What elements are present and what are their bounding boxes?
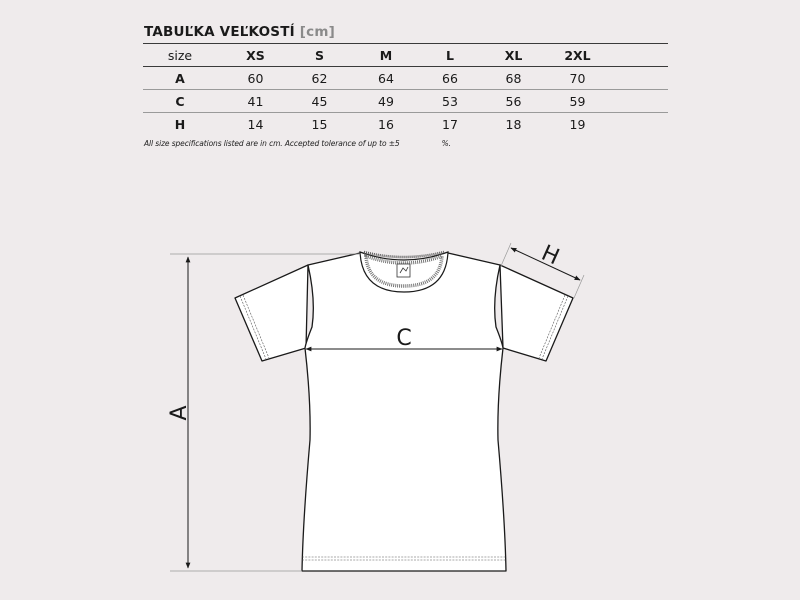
cell-c-s: 45 (294, 90, 345, 113)
header-s: S (294, 44, 345, 67)
cell-a-xl: 68 (473, 67, 554, 90)
cell-a-s: 62 (294, 67, 345, 90)
header-xl: XL (473, 44, 554, 67)
header-size: size (143, 44, 217, 67)
cell-h-l: 17 (442, 116, 458, 132)
tshirt-outline-icon (235, 253, 573, 571)
cell-c-xs: 41 (217, 90, 294, 113)
cell-h-2xl: 19 (569, 116, 586, 132)
cell-h-s: 15 (311, 116, 328, 132)
cell-a-m: 64 (345, 67, 427, 90)
row-label-h: H (174, 116, 186, 132)
cell-a-l: 66 (427, 67, 473, 90)
cell-a-2xl: 70 (554, 67, 601, 90)
brand-label-icon (397, 264, 410, 277)
row-label-c: C (143, 90, 217, 113)
note-suffix: %. (441, 139, 451, 148)
header-xs: XS (217, 44, 294, 67)
header-m: M (345, 44, 427, 67)
cell-a-xs: 60 (217, 67, 294, 90)
header-2xl: 2XL (554, 44, 601, 67)
row-label-a: A (143, 67, 217, 90)
label-a: A (167, 405, 192, 421)
cell-c-2xl: 59 (554, 90, 601, 113)
cell-h-xs: 14 (247, 116, 264, 132)
label-h: H (537, 240, 563, 271)
title-unit: [cm] (299, 24, 335, 40)
cell-h-xl: 18 (505, 116, 522, 132)
cell-h-m: 16 (378, 116, 394, 132)
cell-c-l: 53 (427, 90, 473, 113)
note-text: All size specifications listed are in cm. Accepted tolerance of up to ±5 (144, 139, 400, 148)
cell-c-xl: 56 (473, 90, 554, 113)
cell-c-m: 49 (345, 90, 427, 113)
title-text: TABUĽKA VEĽKOSTÍ (144, 24, 295, 40)
label-c: C (396, 326, 412, 351)
header-l: L (427, 44, 473, 67)
